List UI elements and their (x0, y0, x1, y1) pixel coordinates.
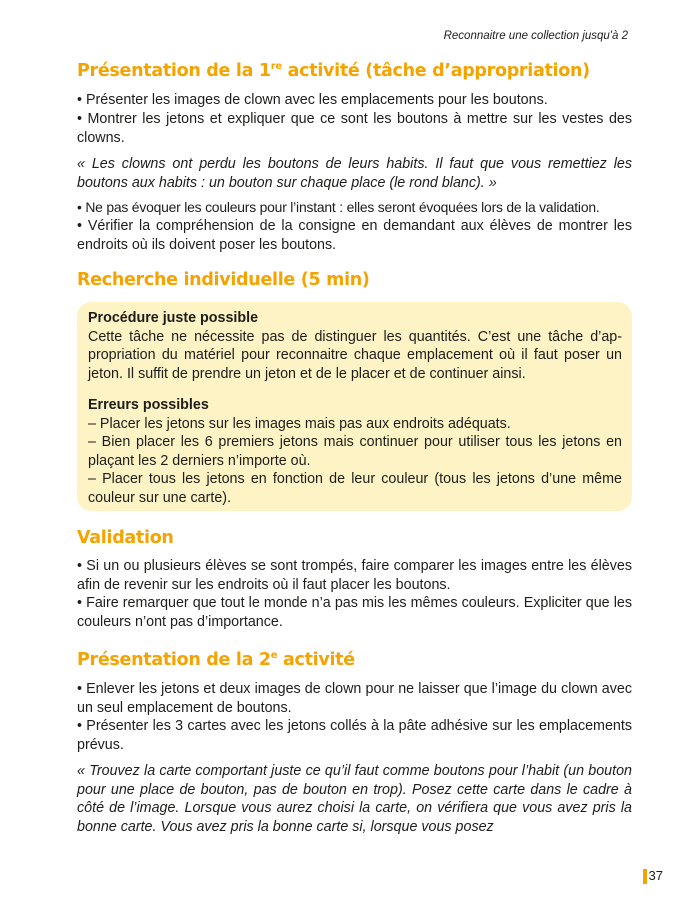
chapter-header: Reconnaitre une collection jusqu'à 2 (443, 30, 628, 42)
title-part: Présentation de la 1 (77, 61, 271, 81)
page-number-marker (643, 869, 647, 884)
bullet-item: • Présenter les 3 cartes avec les jetons collés à la pâte adhésive sur les emplacements prévus. (77, 718, 632, 753)
error-item: – Bien placer les 6 premiers jetons mais continuer pour utiliser tous les jetons en plaçant les 2 derniers n’importe où. (88, 434, 622, 469)
box-text-procedure: Cette tâche ne nécessite pas de distinguer les quantités. C’est une tâche d’appropriation du matériel pour reconnaitre chaque emplacement où il faut poser un jeton. Il suffit de prendre un jeton et de le placer et de continuer ainsi. (88, 328, 622, 382)
error-item: – Placer tous les jetons en fonction de leur couleur (tous les jetons d’une même couleur sur une carte). (88, 471, 622, 506)
section-title-individual-research: Recherche individuelle (5 min) (77, 270, 370, 290)
page-number: 37 (648, 868, 663, 883)
title-part: activité (tâche d’appropriation) (281, 61, 590, 81)
title-superscript: e (270, 650, 278, 662)
error-item: – Placer les jetons sur les images mais pas aux endroits adéquats. (88, 415, 511, 432)
bullet-item: • Montrer les jetons et expliquer que ce sont les boutons à mettre sur les vestes des clowns. (77, 111, 632, 146)
section-title-validation: Validation (77, 528, 174, 548)
title-part: activité (277, 650, 355, 670)
title-superscript: re (270, 61, 282, 73)
procedure-box (77, 302, 632, 511)
instruction-quote: « Trouvez la carte comportant juste ce qu’il faut comme boutons pour l’habit (un bouton pour une place de bouton, pas de bouton en trop). Posez cette carte dans le cadre à côté de l’image. Lorsque vous aurez choisi la carte, on vérifiera que vous avez pris la bonne carte. Vous avez pris la bonne carte si, lorsque vous posez (77, 763, 632, 835)
instruction-quote: « Les clowns ont perdu les boutons de leurs habits. Il faut que vous remettiez les boutons aux habits : un bouton sur chaque place (le rond blanc). » (77, 156, 632, 191)
section-title-activity-2 (77, 650, 355, 670)
bullet-item: • Ne pas évoquer les couleurs pour l’instant : elles seront évoquées lors de la validation. (77, 199, 600, 215)
box-heading-errors: Erreurs possibles (88, 397, 209, 413)
box-heading-procedure: Procédure juste possible (88, 310, 259, 326)
bullet-item: • Si un ou plusieurs élèves se sont trompés, faire comparer les images entre les élèves afin de revenir sur les endroits où il faut placer les boutons. (77, 558, 632, 593)
bullet-item: • Vérifier la compréhension de la consigne en demandant aux élèves de montrer les endroits où ils doivent poser les boutons. (77, 218, 632, 253)
bullet-item: • Faire remarquer que tout le monde n’a pas mis les mêmes couleurs. Expliciter que les couleurs n’ont pas d’importance. (77, 595, 632, 630)
bullet-item: • Présenter les images de clown avec les emplacements pour les boutons. (77, 92, 548, 108)
bullet-item: • Enlever les jetons et deux images de clown pour ne laisser que l’image du clown avec un seul emplacement de boutons. (77, 681, 632, 716)
section-title-activity-1 (77, 61, 590, 81)
title-part: Présentation de la 2 (77, 650, 271, 670)
